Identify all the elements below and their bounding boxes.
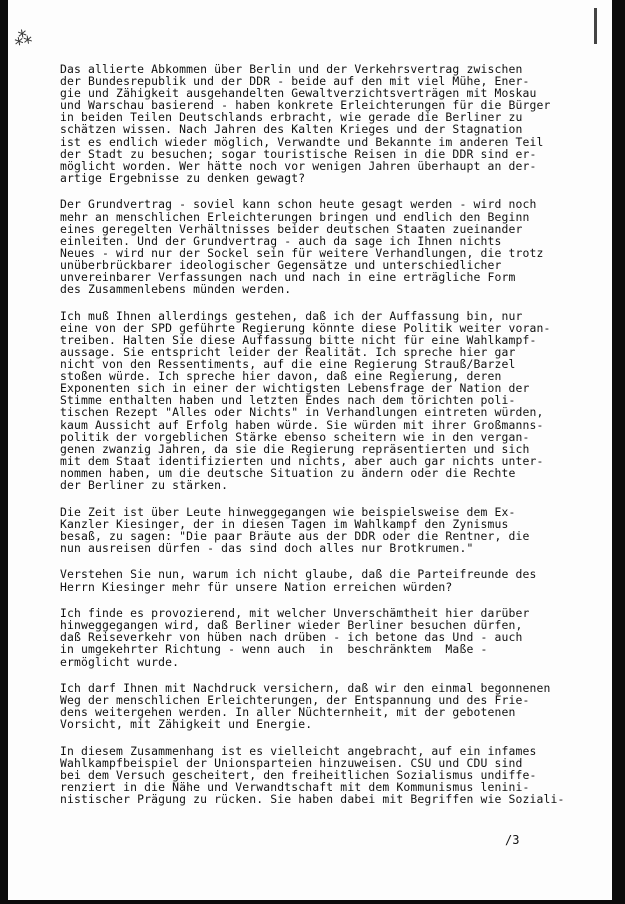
text-line: Weg der menschlichen Erleichterungen, der Entspannung und des Frie-: [60, 693, 530, 708]
text-line: gie und Zähigkeit ausgehandelten Gewaltverzichtsverträgen mit Moskau: [60, 86, 537, 101]
text-line: nistischer Prägung zu rücken. Sie haben dabei mit Begriffen wie Soziali-: [60, 792, 565, 807]
paragraph-8: [60, 744, 565, 807]
text-line: Kanzler Kiesinger, der in diesen Tagen im Wahlkampf den Zynismus: [60, 516, 509, 531]
text-line: nommen haben, um die deutsche Situation zu ändern oder die Rechte: [60, 465, 516, 480]
text-line: dens weitergehen werden. In aller Nüchternheit, mit der gebotenen: [60, 705, 516, 720]
text-line: der Berliner zu stärken.: [60, 478, 229, 492]
text-line: daß Reiseverkehr von hüben nach drüben - ich betone das Und - auch: [60, 630, 523, 645]
text-line: bei dem Versuch gescheitert, den freiheitlichen Sozialismus undiffe-: [60, 768, 537, 783]
text-line: einleiten. Und der Grundvertrag - auch da sage ich Ihnen nichts: [60, 233, 502, 248]
text-line: treiben. Halten Sie diese Auffassung bitte nicht für eine Wahlkampf-: [60, 332, 537, 347]
text-line: eines geregelten Verhältnisses beider deutschen Staaten zueinander: [60, 221, 523, 236]
text-line: Der Grundvertrag - soviel kann schon heute gesagt werden - wird noch: [60, 197, 537, 212]
text-line: Vorsicht, mit Zähigkeit und Energie.: [60, 717, 313, 732]
text-line: Ich darf Ihnen mit Nachdruck versichern, daß wir den einmal begonnenen: [60, 681, 551, 696]
page-number: /3: [505, 833, 520, 847]
text-line: Die Zeit ist über Leute hinweggegangen wie beispielsweise dem Ex-: [60, 504, 516, 519]
text-line: ermöglicht wurde.: [60, 654, 180, 669]
text-line: Stimme enthalten haben und letzten Endes nach dem törichten poli-: [60, 393, 516, 408]
text-line: In diesem Zusammenhang ist es vielleicht angebracht, auf ein infames: [60, 744, 537, 758]
text-line: besaß, zu sagen: "Die paar Bräute aus der DDR oder die Rentner, die: [60, 528, 530, 543]
text-line: stoßen würde. Ich spreche hier davon, daß eine Regierung, deren: [60, 369, 502, 384]
punch-mark-icon: ⁂: [12, 26, 34, 51]
text-line: tischen Rezept "Alles oder Nichts" in Verhandlungen eintreten würden,: [60, 405, 544, 420]
paragraph-7: [60, 682, 560, 730]
text-line: aussage. Sie entspricht leider der Realität. Ich spreche hier gar: [60, 344, 516, 359]
paragraph-5: [60, 568, 560, 592]
paragraph-3: [60, 310, 560, 491]
text-line: des Zusammenlebens münden werden.: [60, 282, 292, 297]
text-line: Herrn Kiesinger mehr für unsere Nation erreichen würden?: [60, 579, 453, 594]
text-line: Wahlkampfbeispiel der Unionsparteien hinzuweisen. CSU und CDU sind: [60, 756, 523, 771]
text-line: Verstehen Sie nun, warum ich nicht glaube, daß die Parteifreunde des: [60, 567, 537, 582]
text-line: eine von der SPD geführte Regierung könnte diese Politik weiter voran-: [60, 320, 551, 335]
text-line: Das allierte Abkommen über Berlin und der Verkehrsvertrag zwischen: [60, 62, 523, 76]
text-line: nicht von den Ressentiments, auf die eine Regierung Strauß/Barzel: [60, 357, 516, 372]
text-line: in umgekehrter Richtung - wenn auch in beschränktem Maße -: [60, 642, 488, 657]
text-line: hinweggegangen wird, daß Berliner wieder Berliner besuchen dürfen,: [60, 618, 523, 633]
text-line: Neues - wird nur der Sockel sein für weitere Verhandlungen, die trotz: [60, 245, 544, 260]
text-line: Ich finde es provozierend, mit welcher Unverschämtheit hier darüber: [60, 606, 530, 621]
binding-mark: [594, 8, 597, 44]
scan-edge-right: [612, 0, 625, 904]
paragraph-6: [60, 607, 560, 667]
paragraph-1: [60, 63, 560, 184]
text-line: renziert in die Nähe und Verwandtschaft mit dem Kommunismus lenini-: [60, 780, 530, 795]
text-line: schätzen wissen. Nach Jahren des Kalten Krieges und der Stagnation: [60, 122, 523, 137]
text-line: der Stadt zu besuchen; sogar touristische Reisen in die DDR sind er-: [60, 146, 537, 161]
text-line: in beiden Teilen Deutschlands erbracht, wie gerade die Berliner zu: [60, 110, 523, 125]
text-line: unvereinbarer Verfassungen nach und nach in eine erträgliche Form: [60, 270, 516, 284]
text-line: mit dem Staat identifizierten und nichts, aber auch gar nichts unter-: [60, 453, 544, 468]
text-line: politik der vorgeblichen Stärke ebenso scheitern wie in den vergan-: [60, 429, 530, 444]
text-line: artige Ergebnisse zu denken gewagt?: [60, 170, 306, 185]
text-line: der Bundesrepublik und der DDR - beide auf den mit viel Mühe, Ener-: [60, 74, 530, 89]
text-line: genen zwanzig Jahren, da sie die Regierung repräsentierten und sich: [60, 441, 530, 456]
text-line: unüberbrückbarer ideologischer Gegensätze und unterschiedlicher: [60, 257, 502, 272]
text-line: mehr an menschlichen Erleichterungen bringen und endlich den Beginn: [60, 209, 530, 224]
letter-body: [60, 62, 565, 820]
text-line: Exponenten sich in einer der wichtigsten Lebensfrage der Nation der: [60, 381, 530, 396]
text-line: kaum Aussicht auf Erfolg haben würde. Sie würden mit ihrer Großmanns-: [60, 417, 544, 432]
text-line: und Warschau basierend - haben konkrete Erleichterungen für die Bürger: [60, 98, 551, 113]
text-line: möglicht worden. Wer hätte noch vor wenigen Jahren überhaupt an der-: [60, 158, 537, 173]
text-line: ist es endlich wieder möglich, Verwandte und Bekannte im anderen Teil: [60, 134, 544, 149]
paragraph-2: [60, 198, 560, 295]
text-line: Ich muß Ihnen allerdings gestehen, daß ich der Auffassung bin, nur: [60, 308, 523, 323]
paragraph-4: [60, 506, 560, 554]
text-line: nun ausreisen dürfen - das sind doch alles nur Brotkrumen.": [60, 540, 474, 555]
